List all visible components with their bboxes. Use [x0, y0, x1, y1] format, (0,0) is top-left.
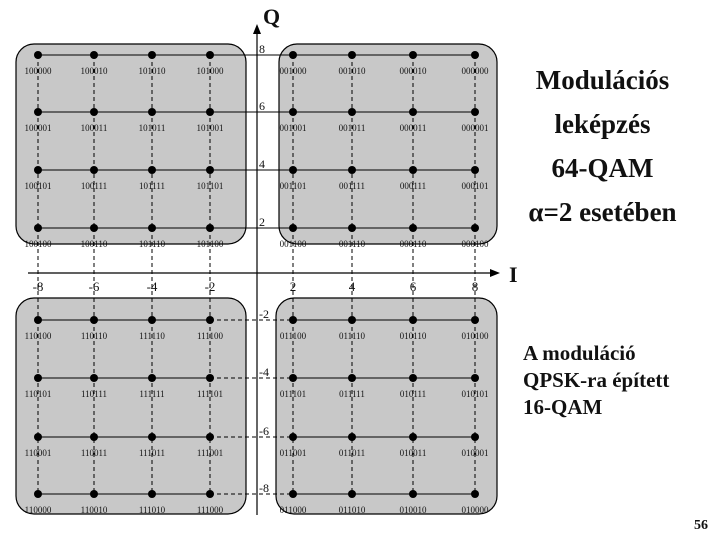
symbol-bit-label: 111111: [139, 389, 165, 399]
constellation-point: [90, 166, 98, 174]
symbol-bit-label: 001001: [279, 123, 307, 133]
note-line-2: QPSK-ra épített: [523, 368, 670, 392]
constellation-point: [409, 374, 417, 382]
symbol-bit-label: 100001: [24, 123, 52, 133]
symbol-bit-label: 000011: [399, 123, 427, 133]
q-tick-label: 4: [259, 157, 265, 171]
constellation-point: [206, 51, 214, 59]
symbol-bit-label: 010010: [399, 505, 427, 515]
symbol-bit-label: 001000: [279, 66, 307, 76]
constellation-point: [34, 166, 42, 174]
constellation-point: [206, 316, 214, 324]
symbol-bit-label: 000111: [399, 181, 427, 191]
symbol-bit-label: 101001: [196, 123, 224, 133]
symbol-bit-label: 011101: [279, 389, 307, 399]
symbol-bit-label: 010011: [399, 448, 427, 458]
symbol-bit-label: 011010: [338, 505, 366, 515]
constellation-point: [34, 51, 42, 59]
symbol-bit-label: 101110: [138, 239, 166, 249]
symbol-bit-label: 100110: [80, 239, 108, 249]
title-line-1: Modulációs: [535, 65, 670, 95]
symbol-bit-label: 001011: [338, 123, 366, 133]
constellation-point: [409, 166, 417, 174]
constellation-point: [409, 433, 417, 441]
constellation-point: [90, 490, 98, 498]
constellation-point: [206, 108, 214, 116]
symbol-bit-label: 000110: [399, 239, 427, 249]
constellation-point: [409, 316, 417, 324]
constellation-point: [34, 433, 42, 441]
constellation-point: [348, 374, 356, 382]
constellation-point: [34, 374, 42, 382]
symbol-bit-label: 001010: [338, 66, 366, 76]
page-number: 56: [694, 518, 708, 533]
symbol-bit-label: 111100: [197, 331, 223, 341]
symbol-bit-label: 110000: [24, 505, 52, 515]
constellation-point: [348, 433, 356, 441]
constellation-point: [289, 51, 297, 59]
q-tick-label: 6: [259, 99, 265, 113]
symbol-bit-label: 100011: [80, 123, 108, 133]
symbol-bit-label: 100101: [24, 181, 52, 191]
constellation-point: [289, 316, 297, 324]
symbol-bit-label: 110010: [80, 505, 108, 515]
constellation-point: [348, 166, 356, 174]
symbol-bit-label: 100111: [80, 181, 108, 191]
constellation-point: [289, 433, 297, 441]
q-axis-arrow: [253, 24, 261, 34]
constellation-point: [148, 490, 156, 498]
constellation-point: [148, 108, 156, 116]
constellation-point: [34, 224, 42, 232]
symbol-bit-label: 010110: [399, 331, 427, 341]
symbol-bit-label: 010100: [461, 331, 489, 341]
i-axis-label: I: [509, 262, 518, 287]
symbol-bit-label: 001111: [339, 181, 365, 191]
constellation-point: [409, 490, 417, 498]
constellation-point: [348, 51, 356, 59]
i-tick-label: 2: [289, 279, 297, 294]
constellation-point: [289, 490, 297, 498]
symbol-bit-label: 100010: [80, 66, 108, 76]
i-tick-label: 8: [471, 279, 479, 294]
symbol-bit-label: 101011: [138, 123, 166, 133]
symbol-bit-label: 011011: [338, 448, 366, 458]
symbol-bit-label: 110110: [80, 331, 108, 341]
symbol-bit-label: 111010: [138, 505, 166, 515]
constellation-point: [289, 108, 297, 116]
symbol-bit-label: 010001: [461, 448, 489, 458]
title-line-4: α=2 esetében: [528, 197, 677, 227]
title-line-3: 64-QAM: [551, 153, 654, 183]
q-tick-label: -8: [259, 481, 269, 495]
constellation-point: [90, 108, 98, 116]
constellation-point: [471, 108, 479, 116]
constellation-point: [348, 224, 356, 232]
constellation-point: [90, 316, 98, 324]
constellation-point: [34, 108, 42, 116]
note-line-1: A moduláció: [523, 341, 636, 365]
constellation-point: [206, 224, 214, 232]
symbol-bit-label: 011001: [279, 448, 307, 458]
slide-title: [495, 58, 710, 234]
constellation-point: [206, 374, 214, 382]
constellation-point: [471, 374, 479, 382]
symbol-bit-label: 111001: [196, 448, 224, 458]
note-line-3: 16-QAM: [523, 395, 603, 419]
constellation-point: [206, 490, 214, 498]
constellation-point: [148, 374, 156, 382]
symbol-bit-label: 011000: [279, 505, 307, 515]
symbol-bit-label: 000010: [399, 66, 427, 76]
constellation-point: [90, 224, 98, 232]
constellation-point: [289, 166, 297, 174]
q-axis-label: Q: [263, 4, 281, 29]
symbol-bit-label: 110101: [24, 389, 52, 399]
symbol-bit-label: 011110: [339, 331, 365, 341]
symbol-bit-label: 111000: [196, 505, 224, 515]
symbol-bit-label: 010101: [461, 389, 489, 399]
symbol-bit-label: 000000: [461, 66, 489, 76]
title-line-2: leképzés: [554, 109, 651, 139]
symbol-bit-label: 101000: [196, 66, 224, 76]
i-tick-label: 6: [409, 279, 417, 294]
constellation-point: [471, 224, 479, 232]
constellation-point: [348, 316, 356, 324]
constellation-point: [90, 433, 98, 441]
constellation-point: [90, 374, 98, 382]
constellation-point: [148, 316, 156, 324]
q-tick-label: -4: [259, 365, 269, 379]
q-tick-label: -6: [259, 424, 269, 438]
constellation-point: [148, 433, 156, 441]
symbol-bit-label: 000100: [461, 239, 489, 249]
i-tick-label: -4: [146, 279, 158, 294]
symbol-bit-label: 111101: [197, 389, 223, 399]
constellation-point: [471, 433, 479, 441]
symbol-bit-label: 101111: [139, 181, 165, 191]
constellation-point: [471, 166, 479, 174]
constellation-point: [206, 166, 214, 174]
constellation-point: [471, 316, 479, 324]
symbol-bit-label: 110111: [81, 389, 107, 399]
constellation-point: [409, 51, 417, 59]
symbol-bit-label: 110100: [24, 331, 52, 341]
symbol-bit-label: 010000: [461, 505, 489, 515]
symbol-bit-label: 000101: [461, 181, 489, 191]
symbol-bit-label: 101100: [196, 239, 224, 249]
q-tick-label: -2: [259, 307, 269, 321]
q-tick-label: 8: [259, 42, 265, 56]
constellation-point: [206, 433, 214, 441]
constellation-point: [34, 490, 42, 498]
symbol-bit-label: 001101: [279, 181, 307, 191]
constellation-point: [289, 374, 297, 382]
constellation-point: [348, 108, 356, 116]
symbol-bit-label: 101010: [138, 66, 166, 76]
i-tick-label: -6: [88, 279, 100, 294]
symbol-bit-label: 100000: [24, 66, 52, 76]
symbol-bit-label: 011111: [339, 389, 365, 399]
constellation-point: [409, 108, 417, 116]
symbol-bit-label: 111110: [139, 331, 165, 341]
constellation-point: [34, 316, 42, 324]
symbol-bit-label: 101101: [196, 181, 224, 191]
symbol-bit-label: 010111: [399, 389, 427, 399]
symbol-bit-label: 110011: [80, 448, 108, 458]
symbol-bit-label: 000001: [461, 123, 489, 133]
constellation-point: [148, 224, 156, 232]
symbol-bit-label: 001110: [338, 239, 366, 249]
constellation-point: [471, 490, 479, 498]
side-note: [523, 340, 669, 421]
i-tick-label: -8: [32, 279, 44, 294]
constellation-point: [409, 224, 417, 232]
constellation-point: [148, 166, 156, 174]
constellation-point: [148, 51, 156, 59]
i-tick-label: -2: [204, 279, 216, 294]
constellation-point: [471, 51, 479, 59]
constellation-point: [348, 490, 356, 498]
q-tick-label: 2: [259, 215, 265, 229]
symbol-bit-label: 100100: [24, 239, 52, 249]
constellation-point: [289, 224, 297, 232]
symbol-bit-label: 110001: [24, 448, 52, 458]
i-tick-label: 4: [348, 279, 356, 294]
symbol-bit-label: 001100: [279, 239, 307, 249]
i-axis-arrow: [490, 269, 500, 277]
symbol-bit-label: 111011: [139, 448, 165, 458]
symbol-bit-label: 011100: [279, 331, 307, 341]
constellation-point: [90, 51, 98, 59]
